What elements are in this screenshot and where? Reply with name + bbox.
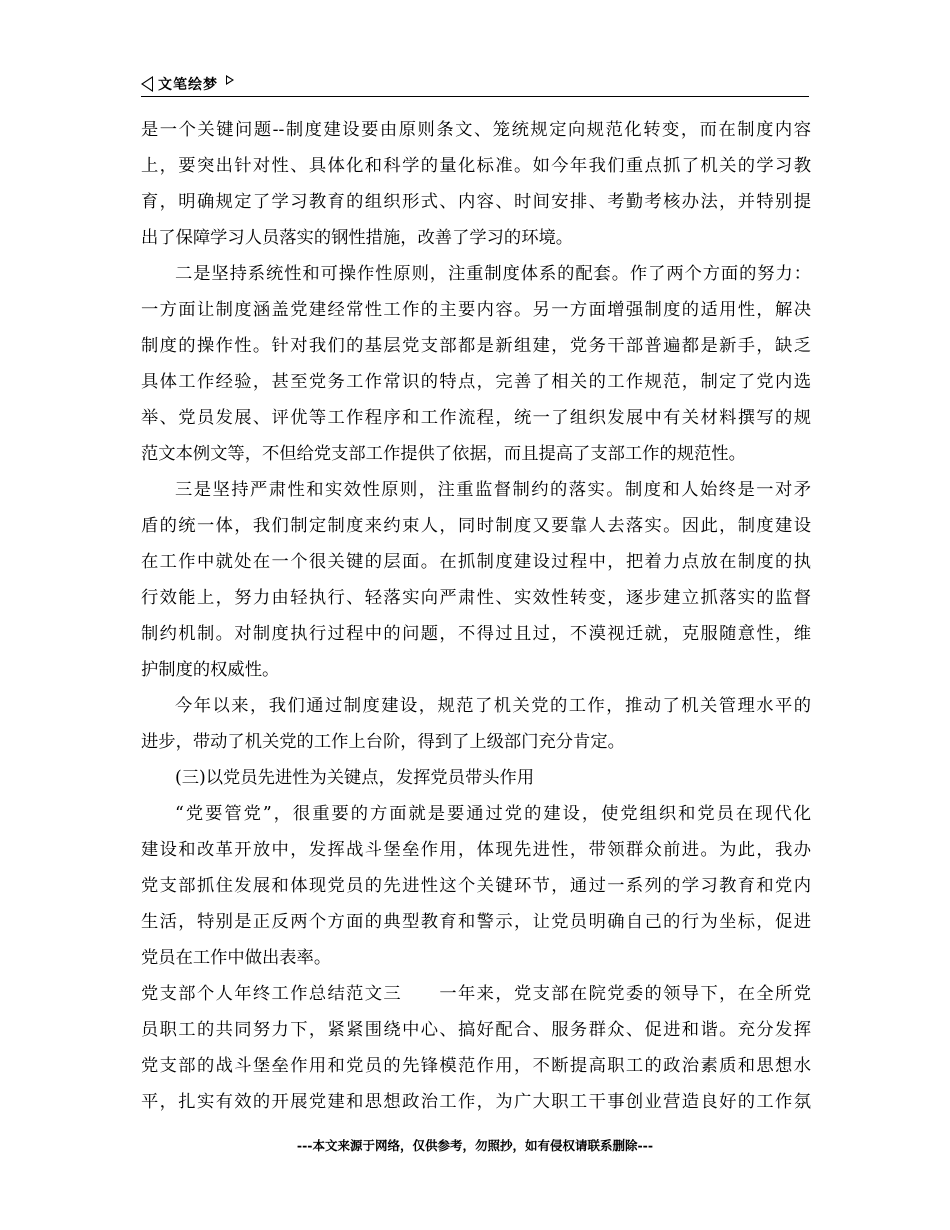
text-line: 举、党员发展、评优等工作程序和工作流程，统一了组织发展中有关材料撰写的规 xyxy=(141,408,811,428)
header-brand-group xyxy=(141,74,234,94)
text-line: 三是坚持严肃性和实效性原则，注重监督制约的落实。制度和人始终是一对矛 xyxy=(175,480,811,500)
text-line: 盾的统一体，我们制定制度来约束人，同时制度又要靠人去落实。因此，制度建设 xyxy=(141,516,811,536)
text-line: 党支部抓住发展和体现党员的先进性这个关键环节，通过一系列的学习教育和党内 xyxy=(141,876,811,896)
text-line: 二是坚持系统性和可操作性原则，注重制度体系的配套。作了两个方面的努力： xyxy=(175,264,811,284)
text-line: 育，明确规定了学习教育的组织形式、内容、时间安排、考勤考核办法，并特别提 xyxy=(141,192,811,212)
triangle-right-icon xyxy=(226,75,234,85)
text-line: 今年以来，我们通过制度建设，规范了机关党的工作，推动了机关管理水平的 xyxy=(175,696,811,716)
section-heading: (三)以党员先进性为关键点，发挥党员带头作用 xyxy=(175,768,535,788)
text-line: 制度的操作性。针对我们的基层党支部都是新组建，党务干部普遍都是新手，缺乏 xyxy=(141,336,811,356)
text-line: 行效能上，努力由轻执行、轻落实向严肃性、实效性转变，逐步建立抓落实的监督 xyxy=(141,588,811,608)
triangle-left-icon xyxy=(141,76,153,92)
text-line: 建设和改革开放中，发挥战斗堡垒作用，体现先进性，带领群众前进。为此，我办 xyxy=(141,840,811,860)
text-line: 是一个关键问题--制度建设要由原则条文、笼统规定向规范化转变，而在制度内容 xyxy=(141,120,811,140)
text-line: 进步，带动了机关党的工作上台阶，得到了上级部门充分肯定。 xyxy=(141,732,625,752)
text-line: 出了保障学习人员落实的钢性措施，改善了学习的环境。 xyxy=(141,228,574,248)
text-line: 护制度的权威性。 xyxy=(141,660,280,680)
footer-notice: ---本文来源于网络，仅供参考，勿照抄，如有侵权请联系删除--- xyxy=(296,1138,654,1153)
text-line: “党要管党”，很重要的方面就是要通过党的建设，使党组织和党员在现代化 xyxy=(175,804,811,824)
text-line: 制约机制。对制度执行过程中的问题，不得过且过，不漠视迁就，克服随意性，维 xyxy=(141,624,811,644)
text-line: 上，要突出针对性、具体化和科学的量化标准。如今年我们重点抓了机关的学习教 xyxy=(141,156,811,176)
text-line: 范文本例文等，不但给党支部工作提供了依据，而且提高了支部工作的规范性。 xyxy=(141,444,746,464)
text-line: 生活，特别是正反两个方面的典型教育和警示，让党员明确自己的行为坐标，促进 xyxy=(141,912,811,932)
document-body xyxy=(141,112,811,1120)
text-line: 党支部个人年终工作总结范文三 一年来，党支部在院党委的领导下，在全所党 xyxy=(141,984,811,1004)
brand-title: 文笔绘梦 xyxy=(158,77,218,93)
text-line: 党员在工作中做出表率。 xyxy=(141,948,332,968)
text-line: 员职工的共同努力下，紧紧围绕中心、搞好配合、服务群众、促进和谐。充分发挥 xyxy=(141,1020,811,1040)
text-line: 党支部的战斗堡垒作用和党员的先锋模范作用，不断提高职工的政治素质和思想水 xyxy=(141,1056,811,1076)
text-line: 具体工作经验，甚至党务工作常识的特点，完善了相关的工作规范，制定了党内选 xyxy=(141,372,811,392)
text-line: 在工作中就处在一个很关键的层面。在抓制度建设过程中，把着力点放在制度的执 xyxy=(141,552,811,572)
text-line: 平，扎实有效的开展党建和思想政治工作，为广大职工干事创业营造良好的工作氛 xyxy=(141,1092,811,1112)
text-line: 一方面让制度涵盖党建经常性工作的主要内容。另一方面增强制度的适用性，解决 xyxy=(141,300,811,320)
page-header xyxy=(141,70,809,97)
